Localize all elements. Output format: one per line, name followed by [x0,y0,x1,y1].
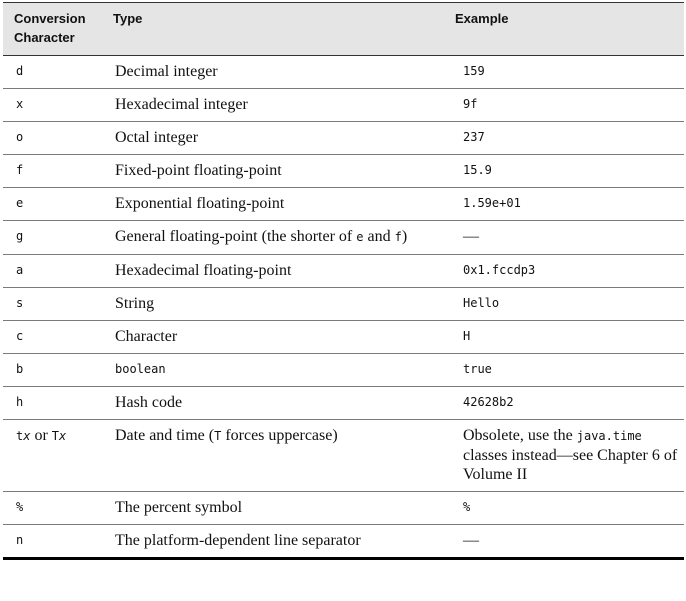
conversion-characters-table [3,2,684,560]
type-cell: String [102,288,444,321]
conversion-char: s [3,288,102,321]
char-text: or [30,427,52,444]
example-text: classes instead—see Chapter 6 of Volume II [463,447,678,483]
table-header [3,3,684,56]
type-cell [102,420,444,492]
example-cell: 0x1.fccdp3 [444,255,684,288]
char-italic: x [59,429,67,443]
type-cell: The percent symbol [102,492,444,525]
table-row [3,122,684,155]
conversion-char: h [3,387,102,420]
type-text: and [363,228,395,245]
table-row [3,321,684,354]
example-cell: 1.59e+01 [444,188,684,221]
type-cell: The platform-dependent line separator [102,525,444,559]
table-row [3,492,684,525]
example-cell: H [444,321,684,354]
header-example: Example [444,3,684,56]
type-code: e [356,230,364,244]
conversion-char: n [3,525,102,559]
type-text: Date and time ( [115,427,215,444]
type-text: forces uppercase) [221,427,338,444]
table-row [3,56,684,89]
type-cell: Fixed-point floating-point [102,155,444,188]
type-cell: Decimal integer [102,56,444,89]
example-cell: 9f [444,89,684,122]
example-cell: true [444,354,684,387]
type-cell: Hexadecimal floating-point [102,255,444,288]
conversion-char: c [3,321,102,354]
table-row [3,188,684,221]
table-row [3,288,684,321]
conversion-char: x [3,89,102,122]
example-cell: 42628b2 [444,387,684,420]
type-text: ) [401,228,408,245]
table-row [3,255,684,288]
table-body [3,56,684,559]
type-cell [102,221,444,255]
conversion-char: b [3,354,102,387]
table-row [3,89,684,122]
type-cell: Character [102,321,444,354]
table-row [3,525,684,559]
type-code: T [214,429,222,443]
char-code: t [16,429,24,443]
example-text: Obsolete, use the [463,427,577,444]
header-row [3,3,684,56]
table-row [3,354,684,387]
example-cell: — [444,525,684,559]
conversion-char: d [3,56,102,89]
conversion-char: a [3,255,102,288]
example-code: java.time [576,429,642,443]
conversion-char: f [3,155,102,188]
header-conversion-line2: Character [14,30,75,45]
conversion-char: e [3,188,102,221]
type-cell: Octal integer [102,122,444,155]
example-cell: % [444,492,684,525]
header-conversion-character [3,3,102,56]
table-row [3,155,684,188]
char-italic: x [23,429,31,443]
type-text: General floating-point (the shorter of [115,228,357,245]
conversion-char: % [3,492,102,525]
table-row [3,420,684,492]
header-type: Type [102,3,444,56]
header-conversion-line1: Conversion [14,11,86,26]
conversion-table-container [3,2,684,560]
example-cell: 159 [444,56,684,89]
example-cell [444,420,684,492]
type-cell: boolean [102,354,444,387]
conversion-char [3,420,102,492]
type-cell: Exponential floating-point [102,188,444,221]
char-code: T [51,429,60,443]
example-cell: 15.9 [444,155,684,188]
example-cell: Hello [444,288,684,321]
type-cell: Hash code [102,387,444,420]
example-cell: 237 [444,122,684,155]
example-cell: — [444,221,684,255]
type-cell: Hexadecimal integer [102,89,444,122]
conversion-char: g [3,221,102,255]
table-row [3,221,684,255]
type-code: f [394,230,402,244]
table-row [3,387,684,420]
conversion-char: o [3,122,102,155]
